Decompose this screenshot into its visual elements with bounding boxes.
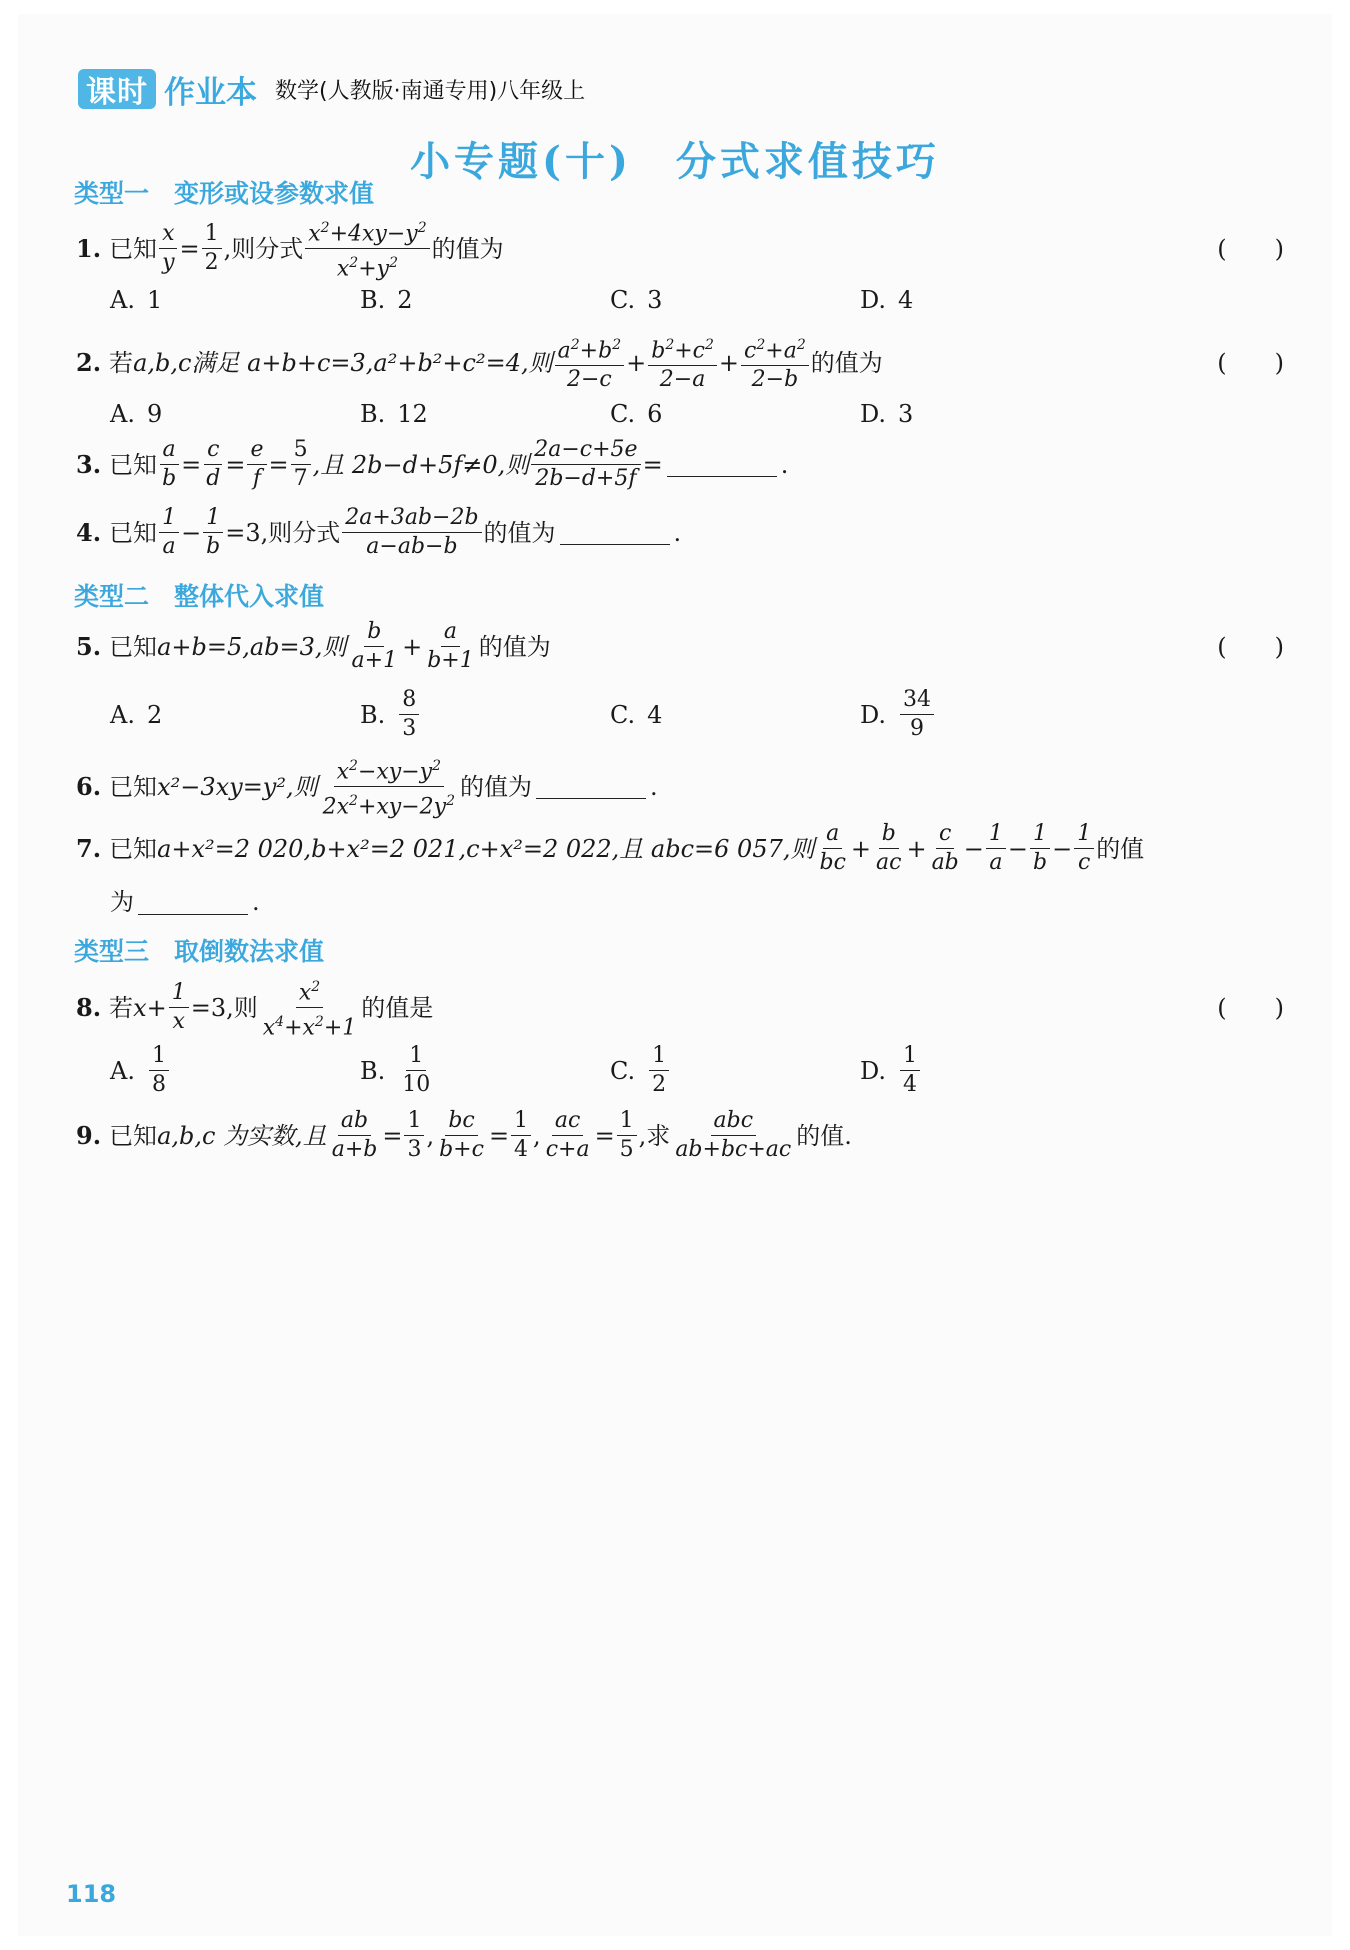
- answer-parentheses: ( ): [1217, 993, 1284, 1022]
- fraction: $\frac{2a+3ab-2b}{a-ab-b}$: [342, 504, 481, 561]
- page: [18, 14, 1332, 1936]
- question-9: 9. 已知 a,b,c 为实数,且 $\frac{ab}{a+b}$ = $\frac{1}{3}$ , $\frac{bc}{b+c}$ = $\frac{1}{4}$ , $\frac{ac}{c+a}$ = $\frac{1}{5}$ ,求 $\frac{\text{abc}}{ab+bc+ac}$ 的值.: [76, 1108, 852, 1162]
- fraction: $\frac{5}{7}$: [291, 436, 311, 493]
- fraction: $\frac{c^2+a^2}{2-b}$: [741, 331, 809, 394]
- fraction: $\frac{x^2-xy-y^2}{2x^2+xy-2y^2}$: [320, 752, 458, 822]
- answer-blank[interactable]: [560, 520, 670, 545]
- question-2: 2. 若 a,b,c 满足 a+b+c=3,a²+b²+c²=4,则 $\frac{a^2+b^2}{2-c}$ + $\frac{b^2+c^2}{2-a}$ + $\frac{c^2+a^2}{2-b}$ 的值为 ( ): [76, 331, 1284, 394]
- option-a: A. 1: [110, 286, 163, 314]
- question-7: 7. 已知 a+x²=2 020,b+x²=2 021,c+x²=2 022,且 abc=6 057,则 $\frac{a}{bc}$ + $\frac{b}{ac}$ + $\frac{c}{ab}$ − $\frac{1}{a}$ − $\frac{1}{b}$ − $\frac{1}{c}$ 的值: [76, 821, 1145, 875]
- fraction: $\frac{a^2+b^2}{2-c}$: [555, 331, 625, 394]
- fraction: $\frac{a}{b+1}$: [427, 619, 474, 673]
- option-a: A. 2: [110, 700, 163, 729]
- option-d: D. 4: [860, 286, 914, 314]
- answer-parentheses: ( ): [1217, 632, 1284, 661]
- fraction: $\frac{1}{a}$: [159, 504, 179, 561]
- page-title: 小专题(十) 分式求值技巧: [410, 138, 940, 185]
- question-3: 3. 已知 $\frac{a}{b}$ = $\frac{c}{d}$ = $\frac{e}{f}$ = $\frac{5}{7}$ ,且 2b−d+5f≠0,则 $\frac{2a-c+5e}{2b-d+5f}$ = .: [76, 437, 789, 491]
- brand-text: 作业本: [164, 74, 257, 111]
- section-type-2: 类型二 整体代入求值: [74, 582, 325, 611]
- options-8: [110, 1042, 1110, 1099]
- option-c: C. 4: [610, 700, 663, 729]
- option-a: A. 9: [110, 400, 163, 428]
- answer-blank[interactable]: [667, 452, 777, 477]
- section-type-3: 类型三 取倒数法求值: [74, 937, 325, 966]
- option-d: D. $\frac{34}{9}$: [860, 686, 1110, 743]
- question-1: 1. 已知 $\frac{x}{y}$ = $\frac{1}{2}$ ,则分式 $\frac{x^2+4xy-y^2}{x^2+y^2}$ 的值为 ( ): [76, 214, 1284, 284]
- answer-blank[interactable]: [138, 890, 248, 915]
- fraction: $\frac{x}{y}$: [159, 220, 177, 277]
- option-d: D. 3: [860, 400, 914, 428]
- answer-parentheses: ( ): [1217, 234, 1284, 263]
- subject-line: 数学(人教版·南通专用)八年级上: [275, 78, 586, 104]
- answer-blank[interactable]: [536, 774, 646, 799]
- section-type-1: 类型一 变形或设参数求值: [74, 179, 375, 208]
- option-b: B. 12: [360, 400, 428, 428]
- option-b: B. $\frac{8}{3}$: [360, 686, 610, 743]
- option-c: C. 6: [610, 400, 663, 428]
- option-b: B. 2: [360, 286, 413, 314]
- fraction: $\frac{b^2+c^2}{2-a}$: [648, 331, 717, 394]
- option-c: C. 3: [610, 286, 663, 314]
- question-6: 6. 已知 x²−3xy=y²,则 $\frac{x^2-xy-y^2}{2x^2+xy-2y^2}$ 的值为 .: [76, 752, 1284, 822]
- brand-logo-box: 课时: [78, 69, 156, 109]
- page-number: 118: [66, 1880, 117, 1908]
- question-8: 8. 若 x+ $\frac{1}{x}$ =3,则 $\frac{x^2}{x^4+x^2+1}$ 的值是 ( ): [76, 973, 1284, 1043]
- options-1: [110, 286, 1110, 314]
- question-7-line2: 为 .: [110, 888, 260, 916]
- question-4: 4. 已知 $\frac{1}{a}$ − $\frac{1}{b}$ =3,则分式 $\frac{2a+3ab-2b}{a-ab-b}$ 的值为 .: [76, 505, 682, 559]
- fraction: $\frac{c}{d}$: [203, 436, 223, 493]
- fraction: $\frac{e}{f}$: [247, 436, 266, 493]
- option-a: A. $\frac{1}{8}$: [110, 1042, 360, 1099]
- option-b: B. $\frac{1}{10}$: [360, 1043, 431, 1097]
- fraction: $\frac{a}{b}$: [159, 436, 179, 493]
- answer-parentheses: ( ): [1217, 348, 1284, 377]
- fraction: $\frac{x^2+4xy-y^2}{x^2+y^2}$: [305, 214, 429, 284]
- options-2: [110, 400, 1110, 428]
- option-d: D. $\frac{1}{4}$: [860, 1042, 1110, 1099]
- fraction: $\frac{b}{a+1}$: [351, 619, 398, 673]
- options-5: [110, 686, 1110, 743]
- option-c: C. $\frac{1}{2}$: [610, 1042, 860, 1099]
- header: [78, 64, 585, 114]
- fraction: $\frac{1}{2}$: [202, 220, 222, 277]
- fraction: $\frac{2a-c+5e}{2b-d+5f}$: [531, 436, 640, 493]
- question-5: 5. 已知 a+b=5,ab=3,则 $\frac{b}{a+1}$ + $\frac{a}{b+1}$ 的值为 ( ): [76, 619, 1284, 673]
- fraction: $\frac{1}{b}$: [203, 504, 223, 561]
